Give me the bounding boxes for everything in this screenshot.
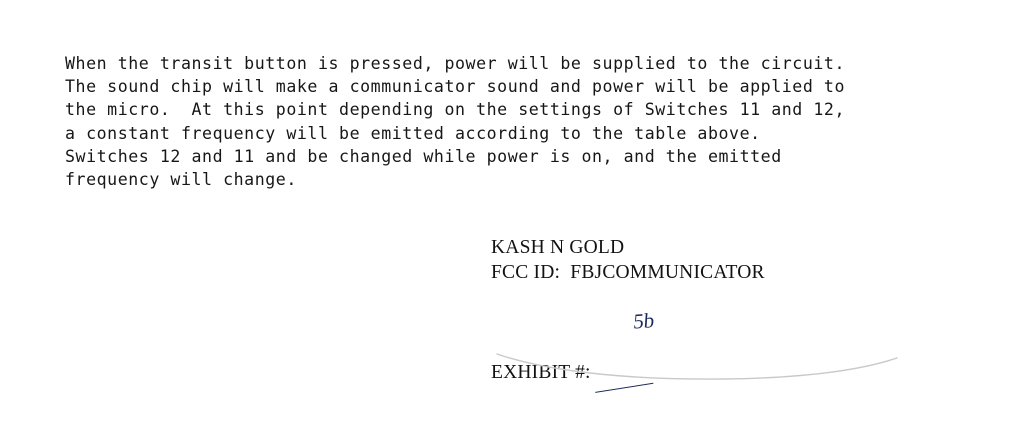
body-line: When the transit button is pressed, power will be supplied to the circuit. <box>65 54 845 73</box>
exhibit-number-text: 5b <box>632 307 655 334</box>
exhibit-stamp <box>492 236 822 385</box>
document-body-text <box>65 52 1005 191</box>
body-line: frequency will change. <box>65 170 297 190</box>
handwritten-exhibit-number <box>597 283 656 387</box>
body-line: Switches 12 and 11 and be changed while power is on, and the emitted <box>65 146 782 166</box>
stamp-company-name: KASH N GOLD <box>491 237 625 258</box>
body-line: the micro. At this point depending on the settings of Switches 11 and 12, <box>65 100 845 120</box>
handwritten-underline <box>595 383 653 393</box>
stamp-exhibit-label: EXHIBIT #: <box>491 361 591 383</box>
body-line: a constant frequency will be emitted according to the table above. <box>65 123 761 143</box>
stamp-fcc-id: FCC ID: FBJCOMMUNICATOR <box>491 261 765 283</box>
stamp-exhibit-row <box>492 285 822 385</box>
body-line: The sound chip will make a communicator sound and power will be applied to <box>65 77 845 97</box>
